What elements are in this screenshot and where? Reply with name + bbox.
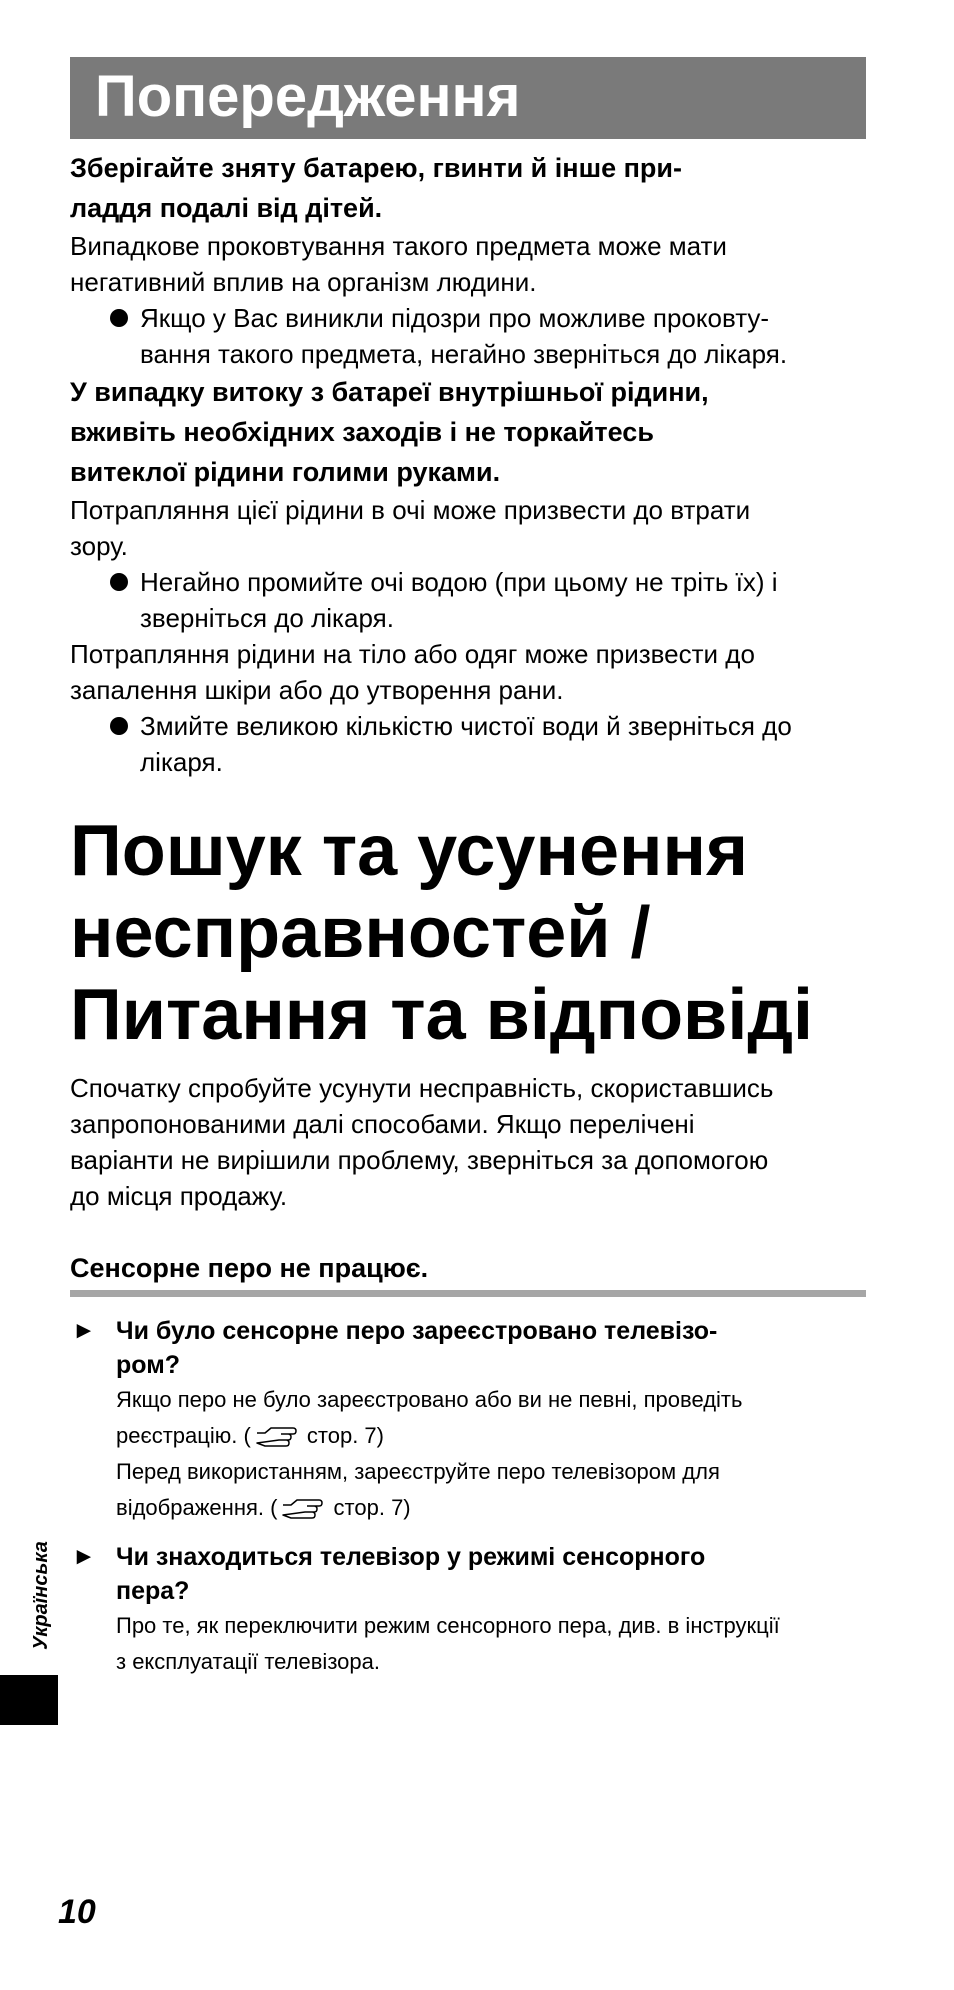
warning-title-banner: [70, 57, 866, 139]
question: ► Чи було сенсорне перо зареєстровано телевізо- ром?: [70, 1314, 870, 1382]
qa-item: [70, 1314, 870, 1526]
language-tab-marker: [0, 1675, 58, 1725]
subsection-heading: Сенсорне перо не працює.: [70, 1253, 429, 1283]
body-paragraph: Випадкове проковтування такого предмета може мати негативний вплив на організм людини.: [70, 231, 727, 297]
bullet-dot-icon: [110, 573, 128, 591]
language-side-label: Українська: [29, 1540, 52, 1650]
answer: Про те, як переключити режим сенсорного пера, див. в інструкції з експлуатації телевізора.: [116, 1613, 780, 1674]
qa-item: [70, 1540, 870, 1680]
body-paragraph: Потрапляння рідини на тіло або одяг може призвести до запалення шкіри або до утворення рани.: [70, 639, 755, 705]
section-heading: Зберігайте зняту батарею, гвинти й інше при- ладдя подалі від дітей.: [70, 153, 682, 223]
warning-content: [70, 148, 870, 780]
pointing-hand-icon: [255, 1425, 297, 1447]
bullet-item: Змийте великою кількістю чистої води й зверніться до лікаря.: [70, 708, 870, 780]
bullet-item: Негайно промийте очі водою (при цьому не тріть їх) і зверніться до лікаря.: [70, 564, 870, 636]
bullet-dot-icon: [110, 309, 128, 327]
triangle-arrow-icon: ►: [72, 1317, 96, 1344]
triangle-arrow-icon: ►: [72, 1543, 96, 1570]
troubleshooting-intro: Спочатку спробуйте усунути несправність, скориставшись запропонованими далі способами. Якщо перелічені варіанти не вирішили проблему, зверніться за допомогою до місця продажу.: [70, 1073, 774, 1211]
bullet-dot-icon: [110, 717, 128, 735]
section-heading: У випадку витоку з батареї внутрішньої рідини, вживіть необхідних заходів і не торкайтесь витеклої рідини голими руками.: [70, 377, 709, 487]
question: ► Чи знаходиться телевізор у режимі сенсорного пера?: [70, 1540, 870, 1608]
body-paragraph: Потрапляння цієї рідини в очі може призвести до втрати зору.: [70, 495, 751, 561]
heading-rule: [70, 1290, 866, 1297]
answer: Якщо перо не було зареєстровано або ви не певні, проведіть реєстрацію. ( стор. 7) Перед використанням, зареєструйте перо телевізором для відображення. ( стор. 7): [116, 1387, 743, 1520]
warning-title: Попередження: [95, 64, 521, 129]
page-number: 10: [58, 1893, 96, 1931]
pointing-hand-icon: [281, 1497, 323, 1519]
bullet-item: Якщо у Вас виникли підозри про можливе проковту- вання такого предмета, негайно зверніться до лікаря.: [70, 300, 870, 372]
troubleshooting-title: Пошук та усунення несправностей / Питання та відповіді: [70, 811, 814, 1055]
